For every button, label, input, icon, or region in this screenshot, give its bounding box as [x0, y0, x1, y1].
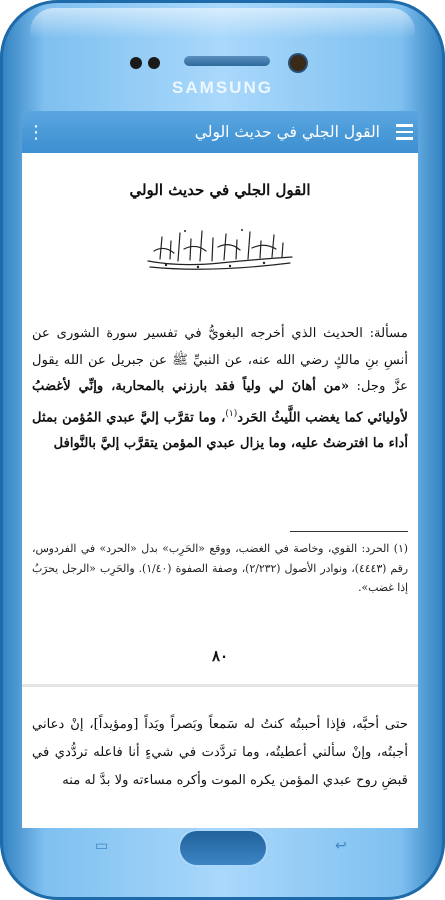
next-page-paragraph: حتى أحبَّه، فإذا أحببتُه كنتُ له سَمعاً وبَصراً ويَداً [ومؤيداً]، إنْ دعاني أجبتُه، وإنْ سألني أعطيتُه، وما تردَّدت في شيءٍ أنا فاعله تردُّدي في قبضِ روح عبدي المؤمن يكره الموت وأكره مساءته ولا بدَّ له منه	[32, 717, 408, 788]
page-title: القول الجلي في حديث الولي	[129, 181, 311, 199]
home-button[interactable]	[177, 828, 269, 868]
book-page[interactable]	[22, 153, 418, 828]
app-title: القول الجلي في حديث الولي	[194, 123, 380, 141]
hadith-quote: «من أهانَ لي ولياً فقد بارزني بالمحاربة، وإنِّي لأغضبُ لأوليائي كما يغضب اللَّيثُ الحَرد	[32, 379, 408, 425]
app-bar	[22, 111, 418, 153]
hamburger-icon[interactable]	[390, 111, 418, 153]
recent-apps-icon[interactable]: ▭	[95, 838, 109, 854]
page-separator	[22, 684, 418, 687]
back-icon[interactable]: ↩	[335, 838, 347, 854]
app-screen	[22, 111, 418, 828]
footnote-ref[interactable]: (١)	[225, 408, 238, 419]
more-vertical-icon[interactable]: ⋮	[27, 121, 45, 143]
main-paragraph	[32, 321, 408, 458]
sensor-dot	[148, 57, 160, 69]
footnote-text: (١) الحرد: القوي، وخاصة في الغضب، ووقع «الحَرِب» بدل «الحرد» في الفردوس، رقم (٤٤٤٣)، ونوادر الأصول (٢/٢٣٢)، وصفة الصفوة (١/٤٠). والحَرِب «الرجل يحرَبُ إذا غضب».	[32, 542, 408, 594]
basmala-calligraphy	[140, 223, 300, 273]
paragraph-intro: مسألة: الحديث الذي أخرجه البغويُّ في تفسير سورة الشورى عن أنسِ بنِ مالكٍ رضي الله عنه، عن النبيِّ ﷺ عن جبريل عن الله يقول عزَّ وجل:	[32, 326, 408, 394]
sensor-dot	[130, 57, 142, 69]
brand-logo: SAMSUNG	[172, 78, 273, 97]
footnote-divider	[290, 531, 408, 532]
hadith-quote-cont: ، وما تقرَّب إليَّ عبدي المُؤمن بمثل أداء ما افترضتُ عليه، وما يزال عبدي المؤمن يتقرَّب إليَّ بالنَّوافل	[32, 409, 408, 452]
speaker-grill	[184, 56, 270, 66]
page-number: ٨٠	[211, 647, 229, 665]
front-camera-icon	[290, 55, 306, 71]
phone-shine	[30, 8, 415, 38]
